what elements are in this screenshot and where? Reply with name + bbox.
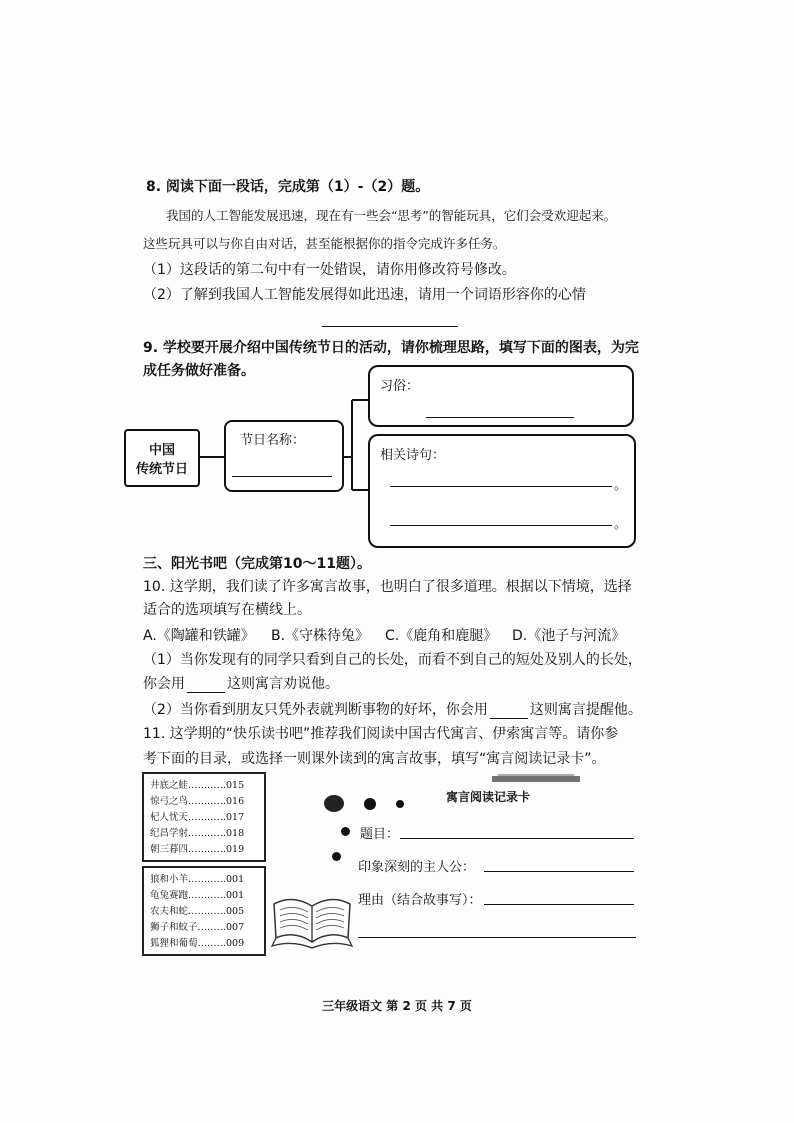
q10-sub1-blank[interactable] (187, 678, 225, 693)
open-book-icon (268, 886, 356, 954)
poem-label: 相关诗句： (380, 448, 446, 463)
card-title-blank[interactable] (400, 838, 634, 839)
poem-period-1: 。 (614, 478, 628, 493)
toc-chinese-fables (142, 772, 266, 862)
card-reason-blank-1[interactable] (484, 904, 634, 905)
root-node-line1: 中国 (148, 443, 175, 458)
decorative-dot (324, 795, 344, 812)
q9-title-line1: 9. 学校要开展介绍中国传统节日的活动，请你梳理思路，填写下面的图表，为完 (143, 340, 639, 356)
q8-passage-line1: 我国的人工智能发展迅速，现在有一些会“思考”的智能玩具，它们会受欢迎起来。 (166, 208, 617, 223)
root-node-line2: 传统节日 (135, 462, 188, 477)
q11-line1: 11. 这学期的“快乐读书吧”推荐我们阅读中国古代寓言、伊索寓言等。请你参 (143, 726, 619, 742)
toc1-item: 纪昌学射…………018 (150, 828, 245, 839)
q10-sub1-prefix: 你会用 (143, 676, 185, 692)
q8-passage-line2: 这些玩具可以与你自由对话，甚至能根据你的指令完成许多任务。 (143, 236, 506, 251)
toc1-item: 朝三暮四…………019 (150, 844, 245, 855)
q10-sub1-suffix: 这则寓言劝说他。 (227, 676, 339, 692)
festival-name-label: 节日名称： (240, 433, 306, 448)
root-node (124, 429, 200, 487)
q9-title-line2: 成任务做好准备。 (143, 363, 255, 379)
q10-sub2-blank[interactable] (490, 704, 528, 719)
toc1-item: 惊弓之鸟…………016 (150, 796, 245, 807)
bullet-dot (341, 827, 350, 836)
toc1-item: 杞人忧天…………017 (150, 812, 245, 823)
festival-name-node[interactable] (224, 420, 344, 492)
festival-name-blank[interactable] (232, 476, 332, 477)
toc1-item: 井底之蛙…………015 (150, 780, 245, 791)
card-field-title: 题目： (360, 827, 400, 842)
q8-sub1: （1）这段话的第二句中有一处错误，请你用修改符号修改。 (143, 262, 516, 278)
card-field-hero: 印象深刻的主人公： (358, 860, 476, 875)
section3-heading: 三、阳光书吧（完成第10～11题）。 (143, 556, 371, 572)
decorative-dot (396, 800, 404, 808)
poem-period-2: 。 (614, 517, 628, 532)
q10-line2: 适合的选项填写在横线上。 (143, 602, 311, 618)
q11-line2: 考下面的目录，或选择一则课外读到的寓言故事，填写“寓言阅读记录卡”。 (143, 751, 606, 767)
page-footer: 三年级语文 第 2 页 共 7 页 (322, 999, 472, 1013)
bullet-dot (332, 852, 341, 861)
q10-line1: 10. 这学期，我们读了许多寓言故事，也明白了很多道理。根据以下情境，选择 (143, 579, 632, 595)
toc2-item: 狮子和蚊子………007 (150, 922, 245, 933)
card-hero-blank[interactable] (484, 871, 634, 872)
toc-aesop-fables (142, 866, 266, 956)
custom-blank[interactable] (426, 417, 574, 418)
card-title: 寓言阅读记录卡 (446, 790, 531, 804)
card-header-decoration (492, 773, 580, 785)
poem-blank-1[interactable] (390, 486, 612, 487)
q8-title: 8. 阅读下面一段话，完成第（1）-（2）题。 (146, 179, 430, 195)
q10-option-c: C.《鹿角和鹿腿》 (385, 628, 498, 644)
q10-sub2 (143, 699, 642, 719)
card-reason-blank-2[interactable] (358, 937, 636, 938)
custom-label: 习俗： (380, 379, 420, 394)
q10-option-d: D.《池子与河流》 (512, 628, 626, 644)
decorative-dot (364, 798, 376, 810)
poem-blank-2[interactable] (390, 525, 612, 526)
poem-node[interactable] (368, 434, 636, 548)
q10-option-a: A.《陶罐和铁罐》 (143, 628, 255, 644)
q10-sub1-line1: （1）当你发现有的同学只看到自己的长处，而看不到自己的短处及别人的长处， (143, 652, 642, 668)
toc2-item: 龟兔赛跑…………001 (150, 890, 245, 901)
q8-sub2: （2）了解到我国人工智能发展得如此迅速，请用一个词语形容你的心情 (143, 287, 586, 303)
toc2-item: 狼和小羊…………001 (150, 874, 245, 885)
q10-sub2-prefix: （2）当你看到朋友只凭外表就判断事物的好坏，你会用 (143, 702, 488, 718)
q10-sub2-suffix: 这则寓言提醒他。 (529, 702, 642, 718)
custom-node[interactable] (368, 365, 634, 427)
q10-option-b: B.《守株待兔》 (271, 628, 370, 644)
toc2-item: 农夫和蛇…………005 (150, 906, 245, 917)
card-field-reason: 理由（结合故事写）： (358, 893, 482, 908)
toc2-item: 狐狸和葡萄………009 (150, 938, 245, 949)
q10-sub1-line2 (143, 673, 339, 693)
